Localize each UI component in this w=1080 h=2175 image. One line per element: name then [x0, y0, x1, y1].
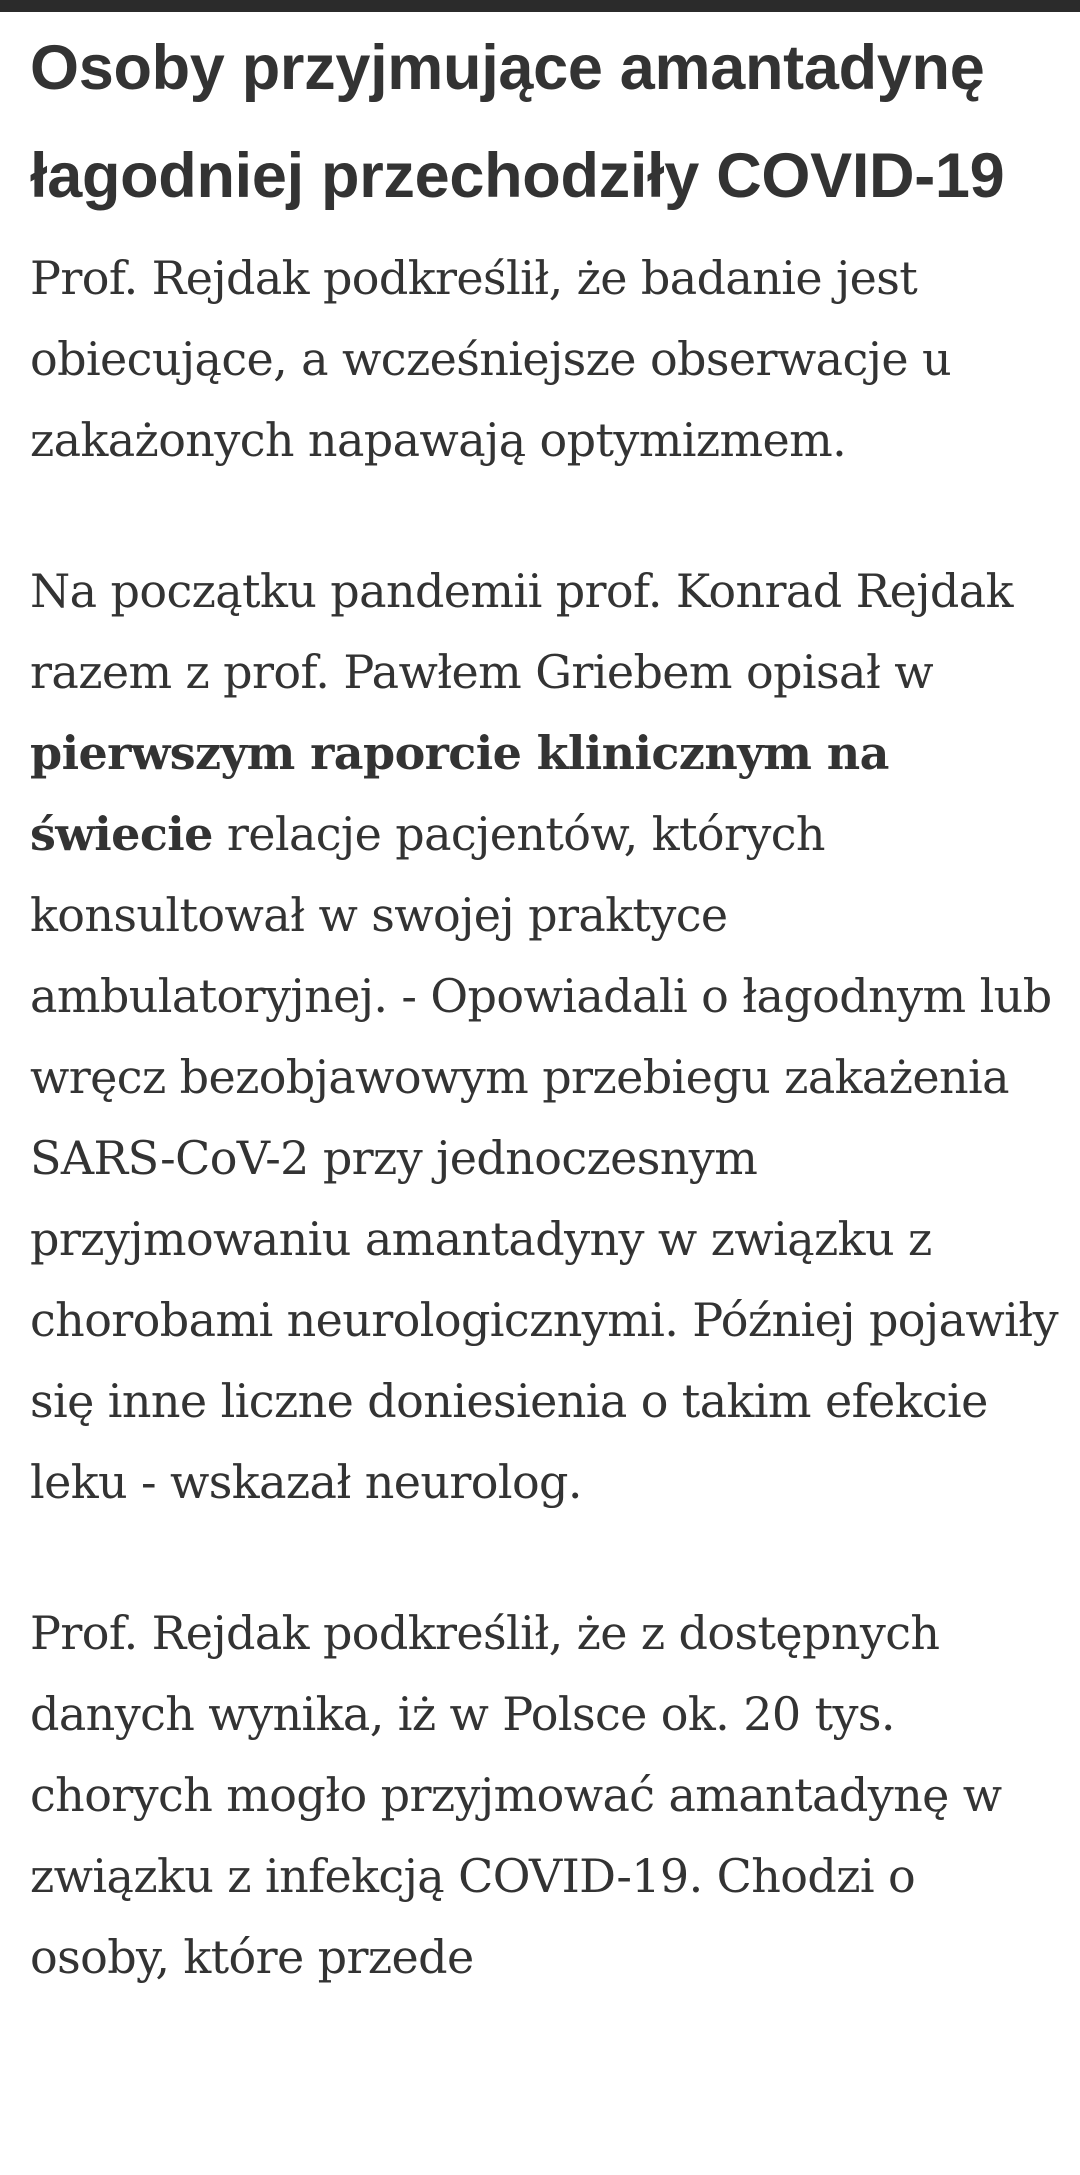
paragraph-2	[30, 551, 1060, 1523]
paragraph-2-text-before: Na początku pandemii prof. Konrad Rejdak razem z prof. Pawłem Griebem opisał w	[30, 564, 1013, 699]
status-bar-strip	[0, 0, 1080, 12]
paragraph-2-text-after: relacje pacjentów, których konsultował w swojej praktyce ambulatoryjnej. - Opowiadali o łagodnym lub wręcz bezobjawowym przebiegu zakażenia SARS-CoV-2 przy jednoczesnym przyjmowaniu amantadyny w związku z chorobami neurologicznymi. Później pojawiły się inne liczne doniesienia o takim efekcie leku - wskazał neurolog.	[30, 807, 1058, 1509]
paragraph-2-bold-phrase: pierwszym raporcie klinicznym na świecie	[30, 726, 889, 861]
article-body	[30, 14, 1060, 2068]
paragraph-3: Prof. Rejdak podkreślił, że z dostępnych danych wynika, iż w Polsce ok. 20 tys. chorych mogło przyjmować amantadynę w związku z infekcją COVID-19. Chodzi o osoby, które przede	[30, 1606, 1002, 1984]
paragraph-1: Prof. Rejdak podkreślił, że badanie jest obiecujące, a wcześniejsze obserwacje u zakażonych napawają optymizmem.	[30, 251, 951, 467]
section-headline: Osoby przyjmujące amantadynę łagodniej przechodziły COVID-19	[30, 33, 1005, 211]
